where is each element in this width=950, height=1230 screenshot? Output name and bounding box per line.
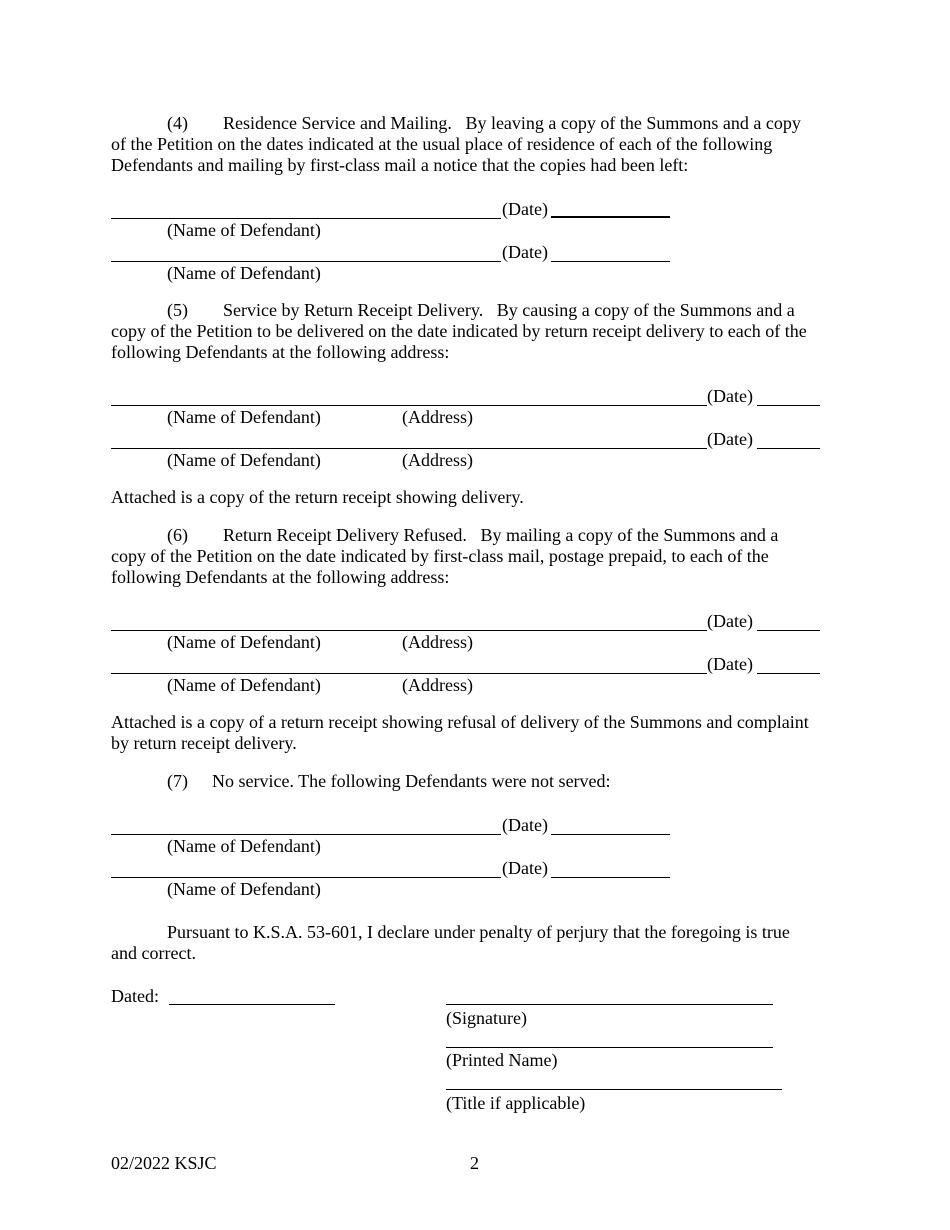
s5-row1-date-line xyxy=(757,405,820,406)
s4-row2-name-line xyxy=(111,261,501,262)
title-line xyxy=(446,1089,782,1090)
section-6-note-line-2: by return receipt delivery. xyxy=(111,733,297,753)
s7-row1-date-label: (Date) xyxy=(502,815,548,835)
signature-label: (Signature) xyxy=(446,1008,527,1028)
section-6-first-line xyxy=(167,525,778,546)
s7-row2-name-line xyxy=(111,877,501,878)
s4-row1-name-line xyxy=(111,218,501,219)
declaration-line-1: Pursuant to K.S.A. 53-601, I declare under penalty of perjury that the foregoing is true xyxy=(167,922,790,942)
dated-line xyxy=(169,1004,335,1005)
signature-line xyxy=(446,1004,773,1005)
s4-row2-date-label: (Date) xyxy=(502,242,548,262)
s4-row1-date-line xyxy=(551,216,670,218)
section-4-line-3: Defendants and mailing by first-class mail a notice that the copies had been left: xyxy=(111,155,689,175)
s4-row2-name-label: (Name of Defendant) xyxy=(167,263,321,283)
section-6-note-line-1: Attached is a copy of a return receipt showing refusal of delivery of the Summons and complaint xyxy=(111,712,809,732)
section-6-line-3: following Defendants at the following address: xyxy=(111,567,450,587)
section-4-line-1: By leaving a copy of the Summons and a copy xyxy=(465,113,801,133)
title-label: (Title if applicable) xyxy=(446,1093,586,1113)
footer-page-number: 2 xyxy=(470,1153,479,1173)
s7-row2-date-line xyxy=(551,877,670,878)
s6-row1-name-label: (Name of Defendant) xyxy=(167,632,321,652)
s6-row1-date-line xyxy=(757,630,820,631)
section-5-line-3: following Defendants at the following address: xyxy=(111,342,450,362)
s6-row2-address-label: (Address) xyxy=(402,675,473,695)
printed-name-label: (Printed Name) xyxy=(446,1050,558,1070)
section-4-number: (4) xyxy=(167,113,188,133)
s6-row1-address-label: (Address) xyxy=(402,632,473,652)
section-4-line-2: of the Petition on the dates indicated at the usual place of residence of each of the following xyxy=(111,134,773,154)
s4-row1-name-label: (Name of Defendant) xyxy=(167,220,321,240)
section-5-first-line xyxy=(167,300,795,321)
s7-row2-date-label: (Date) xyxy=(502,858,548,878)
section-5-note: Attached is a copy of the return receipt showing delivery. xyxy=(111,487,524,507)
s5-row1-date-label: (Date) xyxy=(707,386,753,406)
s5-row2-name-line xyxy=(111,448,707,449)
section-5-heading: Service by Return Receipt Delivery. xyxy=(223,300,484,320)
s7-row2-name-label: (Name of Defendant) xyxy=(167,879,321,899)
section-5-line-1: By causing a copy of the Summons and a xyxy=(496,300,795,320)
section-5-line-2: copy of the Petition to be delivered on the date indicated by return receipt delivery to each of the xyxy=(111,321,807,341)
s5-row1-address-label: (Address) xyxy=(402,407,473,427)
section-7-text: No service. The following Defendants were not served: xyxy=(212,771,611,791)
section-6-heading: Return Receipt Delivery Refused. xyxy=(223,525,467,545)
s6-row2-date-label: (Date) xyxy=(707,654,753,674)
s5-row2-address-label: (Address) xyxy=(402,450,473,470)
s5-row2-name-label: (Name of Defendant) xyxy=(167,450,321,470)
section-4-first-line xyxy=(167,113,801,134)
s5-row2-date-label: (Date) xyxy=(707,429,753,449)
footer-form-code: 02/2022 KSJC xyxy=(111,1153,217,1173)
s6-row2-name-label: (Name of Defendant) xyxy=(167,675,321,695)
dated-label: Dated: xyxy=(111,986,159,1006)
s6-row2-name-line xyxy=(111,673,707,674)
s7-row1-date-line xyxy=(551,834,670,835)
s6-row2-date-line xyxy=(757,673,820,674)
section-6-number: (6) xyxy=(167,525,188,545)
section-5-number: (5) xyxy=(167,300,188,320)
s4-row1-date-label: (Date) xyxy=(502,199,548,219)
s6-row1-name-line xyxy=(111,630,707,631)
section-4-heading: Residence Service and Mailing. xyxy=(223,113,452,133)
section-7-number: (7) xyxy=(167,771,188,791)
printed-name-line xyxy=(446,1047,773,1048)
s5-row1-name-label: (Name of Defendant) xyxy=(167,407,321,427)
section-6-line-2: copy of the Petition on the date indicated by first-class mail, postage prepaid, to each of the xyxy=(111,546,769,566)
section-7-line xyxy=(167,771,611,792)
s7-row1-name-line xyxy=(111,834,501,835)
section-6-line-1: By mailing a copy of the Summons and a xyxy=(480,525,779,545)
declaration-line-2: and correct. xyxy=(111,943,196,963)
s4-row2-date-line xyxy=(551,261,670,262)
s6-row1-date-label: (Date) xyxy=(707,611,753,631)
s5-row2-date-line xyxy=(757,448,820,449)
s7-row1-name-label: (Name of Defendant) xyxy=(167,836,321,856)
s5-row1-name-line xyxy=(111,405,707,406)
